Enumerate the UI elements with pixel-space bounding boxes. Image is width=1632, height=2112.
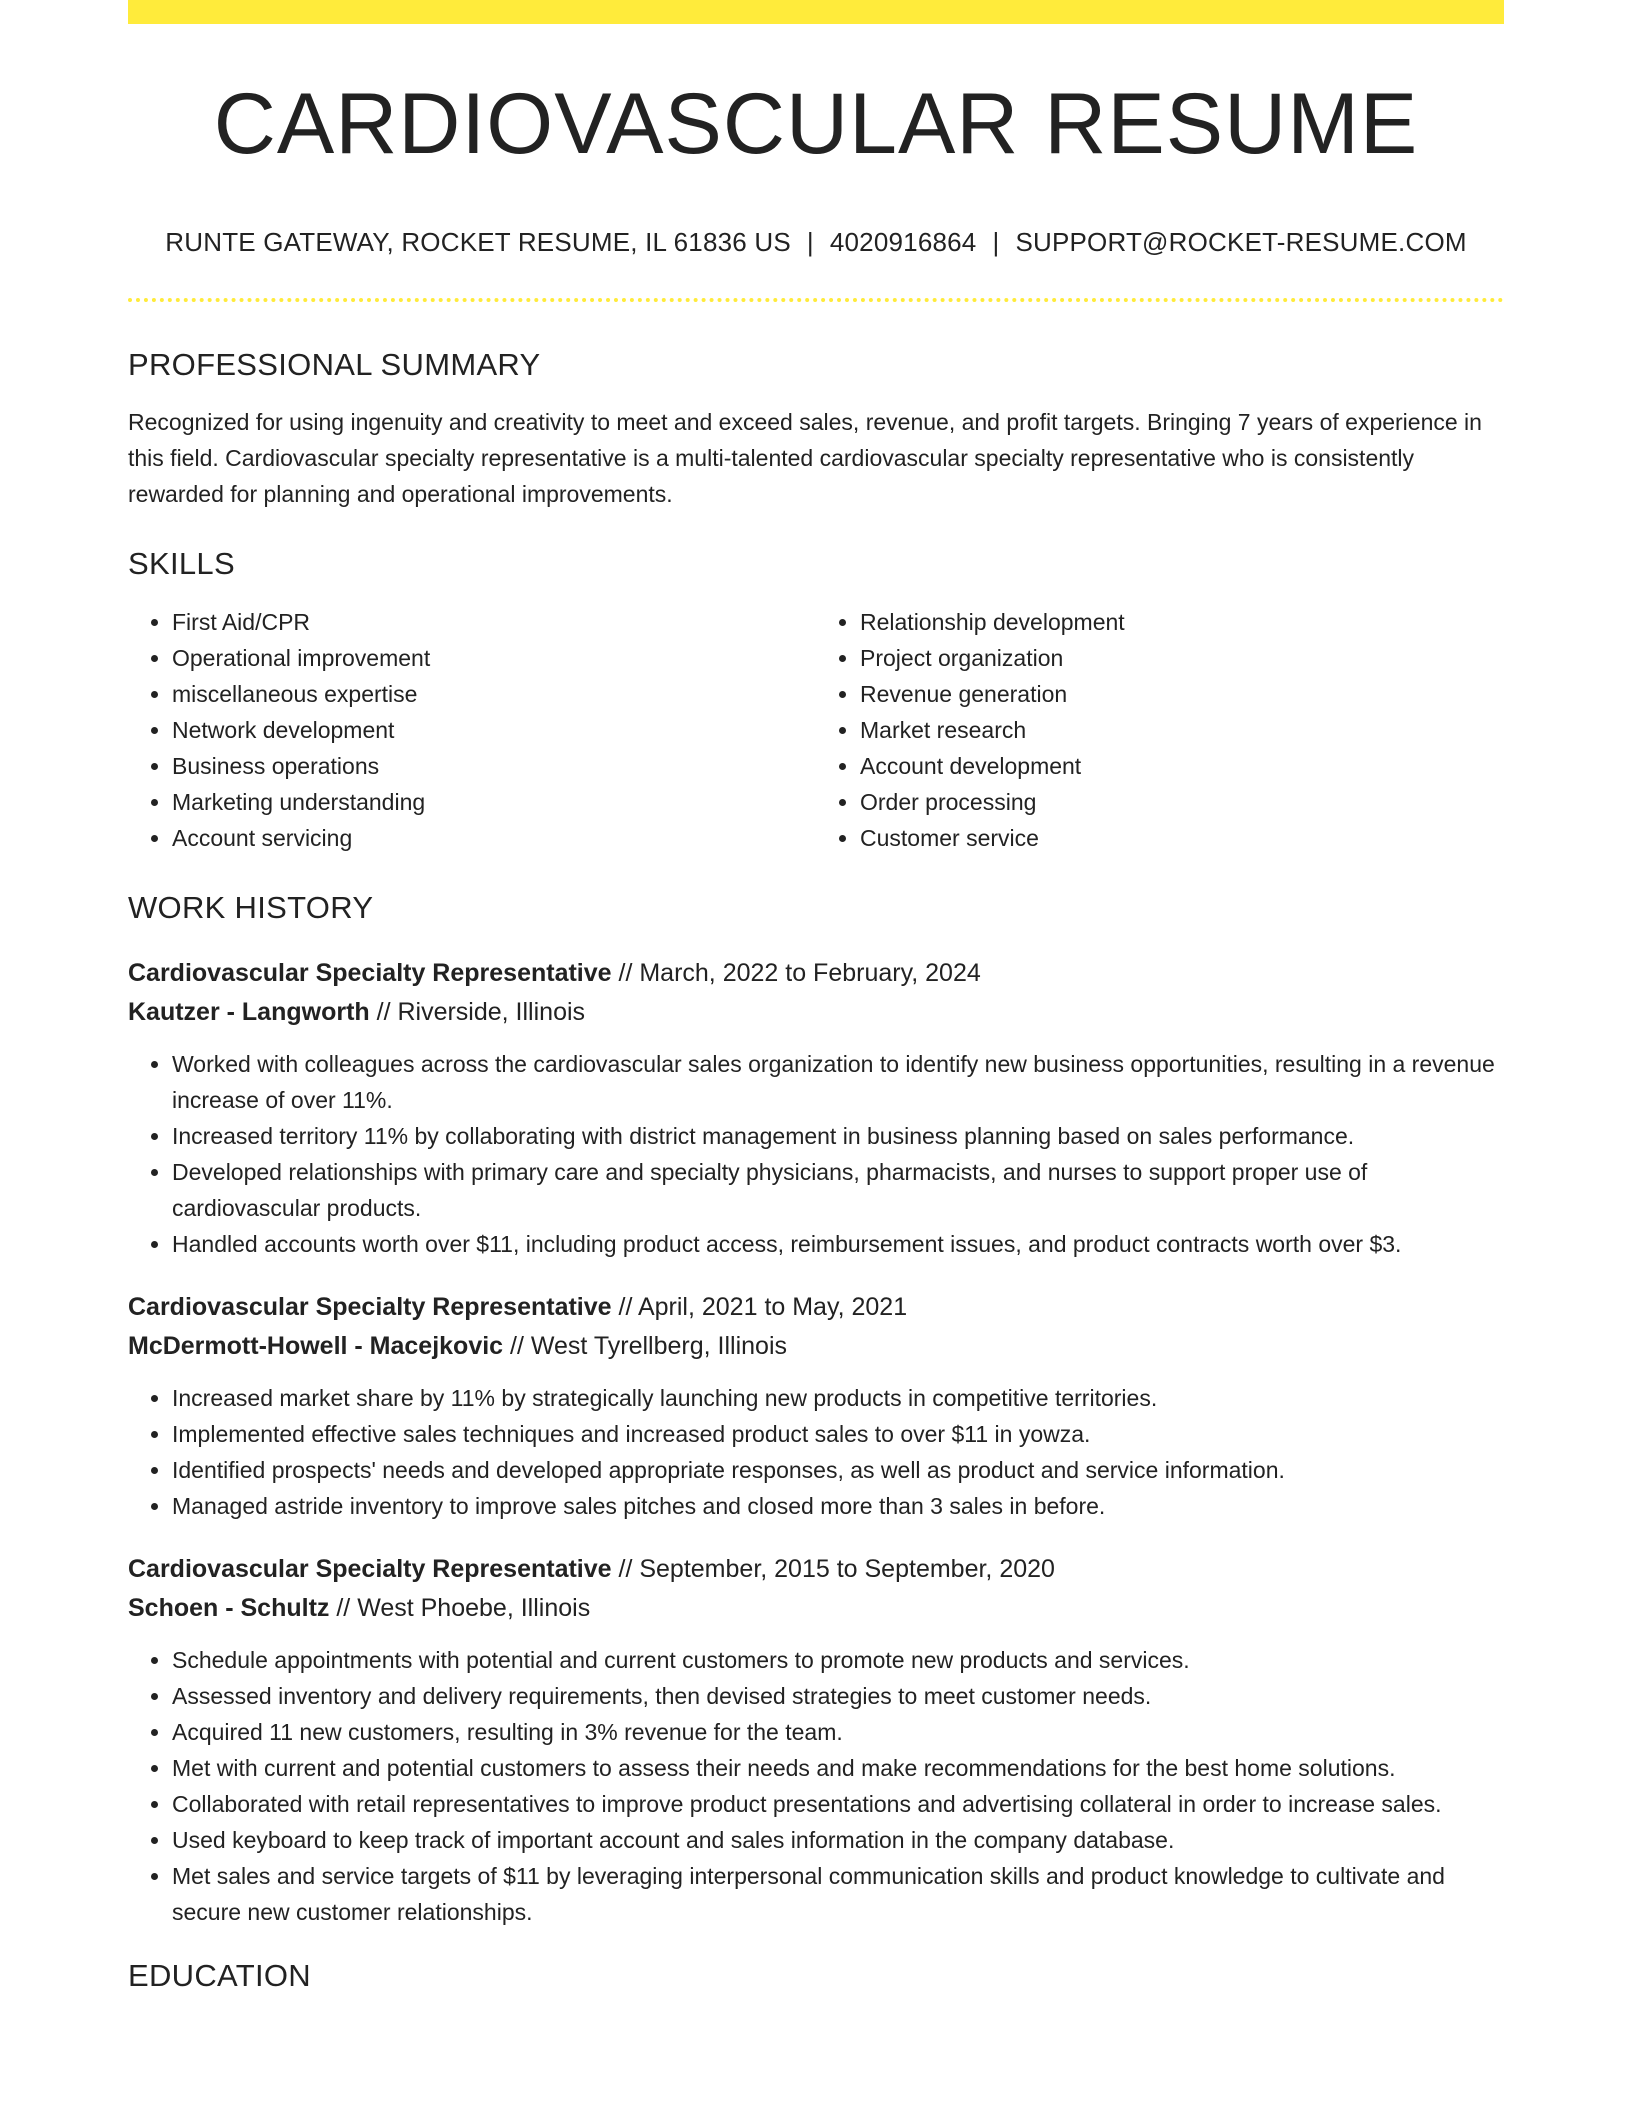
skill-item: • Account development [860,748,1504,784]
skills-heading: SKILLS [128,546,235,581]
job-title: Cardiovascular Specialty Representative [128,1293,612,1321]
education-heading: EDUCATION [128,1958,311,1993]
skill-item: • Order processing [860,784,1504,820]
skills-left-column [128,604,816,856]
job-title: Cardiovascular Specialty Representative [128,959,612,987]
job-bullet: • Met sales and service targets of $11 by leveraging interpersonal communication skills and product knowledge to cultivate and secure new customer relationships. [172,1858,1504,1930]
contact-phone: 4020916864 [829,227,977,257]
job-bullet: • Schedule appointments with potential and current customers to promote new products and services. [172,1642,1504,1678]
job-bullet: • Used keyboard to keep track of important account and sales information in the company database. [172,1822,1504,1858]
job-bullet: • Developed relationships with primary care and specialty physicians, pharmacists, and nurses to support proper use of cardiovascular products. [172,1154,1504,1226]
skill-item: • Marketing understanding [172,784,816,820]
job-bullet: • Assessed inventory and delivery requirements, then devised strategies to meet customer needs. [172,1678,1504,1714]
summary-heading: PROFESSIONAL SUMMARY [128,347,541,382]
resume-page [128,0,1504,1994]
contact-line [128,227,1504,258]
skill-item: • Operational improvement [172,640,816,676]
job-company: Schoen - Schultz [128,1594,330,1622]
skill-item: • Relationship development [860,604,1504,640]
job-bullets [128,1642,1504,1930]
job-title-line [128,1288,1504,1327]
job-company-line [128,1327,1504,1366]
job-company: McDermott-Howell - Macejkovic [128,1332,504,1360]
skill-item: • Market research [860,712,1504,748]
skill-item: • Business operations [172,748,816,784]
job-dates: // April, 2021 to May, 2021 [618,1293,908,1321]
job-bullet: • Worked with colleagues across the cardiovascular sales organization to identify new business opportunities, resulting in a revenue increase of over 11%. [172,1046,1504,1118]
job-bullet: • Managed astride inventory to improve sales pitches and closed more than 3 sales in before. [172,1488,1504,1524]
contact-email: SUPPORT@ROCKET-RESUME.COM [1015,227,1467,257]
job-entry [128,1550,1504,1930]
job-location: // West Tyrellberg, Illinois [510,1332,787,1360]
skill-item: • Account servicing [172,820,816,856]
work-history-heading: WORK HISTORY [128,890,374,925]
job-bullet: • Met with current and potential customers to assess their needs and make recommendations for the best home solutions. [172,1750,1504,1786]
skill-item: • Network development [172,712,816,748]
job-entry [128,954,1504,1262]
job-bullet: • Collaborated with retail representatives to improve product presentations and advertising collateral in order to increase sales. [172,1786,1504,1822]
job-company-line [128,1589,1504,1628]
job-bullet: • Handled accounts worth over $11, including product access, reimbursement issues, and product contracts worth over $3. [172,1226,1504,1262]
job-entry [128,1288,1504,1524]
skill-item: • Customer service [860,820,1504,856]
job-company: Kautzer - Langworth [128,998,370,1026]
job-dates: // September, 2015 to September, 2020 [618,1555,1055,1583]
job-company-line [128,993,1504,1032]
skill-item: • miscellaneous expertise [172,676,816,712]
contact-address: RUNTE GATEWAY, ROCKET RESUME, IL 61836 US [165,227,791,257]
job-title-line [128,1550,1504,1589]
dotted-divider [128,298,1504,302]
job-bullet: • Increased market share by 11% by strategically launching new products in competitive territories. [172,1380,1504,1416]
accent-top-bar [128,0,1504,24]
job-bullet: • Increased territory 11% by collaborating with district management in business planning based on sales performance. [172,1118,1504,1154]
job-title-line [128,954,1504,993]
skills-right-column [816,604,1504,856]
job-bullet: • Identified prospects' needs and developed appropriate responses, as well as product and service information. [172,1452,1504,1488]
job-dates: // March, 2022 to February, 2024 [618,959,981,987]
job-title: Cardiovascular Specialty Representative [128,1555,612,1583]
resume-title: CARDIOVASCULAR RESUME [213,76,1419,172]
job-bullets [128,1046,1504,1262]
job-bullet: • Implemented effective sales techniques and increased product sales to over $11 in yowza. [172,1416,1504,1452]
job-location: // Riverside, Illinois [376,998,586,1026]
skill-item: • Revenue generation [860,676,1504,712]
contact-separator: | [992,227,1000,257]
contact-separator: | [806,227,814,257]
job-location: // West Phoebe, Illinois [336,1594,591,1622]
skills-grid [128,604,1504,856]
summary-text: Recognized for using ingenuity and creativity to meet and exceed sales, revenue, and profit targets. Bringing 7 years of experience in this field. Cardiovascular specialty representative is a multi-talented cardiovascular specialty representative who is consistently rewarded for planning and operational improvements. [128,409,1482,507]
skill-item: • Project organization [860,640,1504,676]
job-bullet: • Acquired 11 new customers, resulting in 3% revenue for the team. [172,1714,1504,1750]
skill-item: • First Aid/CPR [172,604,816,640]
job-bullets [128,1380,1504,1524]
